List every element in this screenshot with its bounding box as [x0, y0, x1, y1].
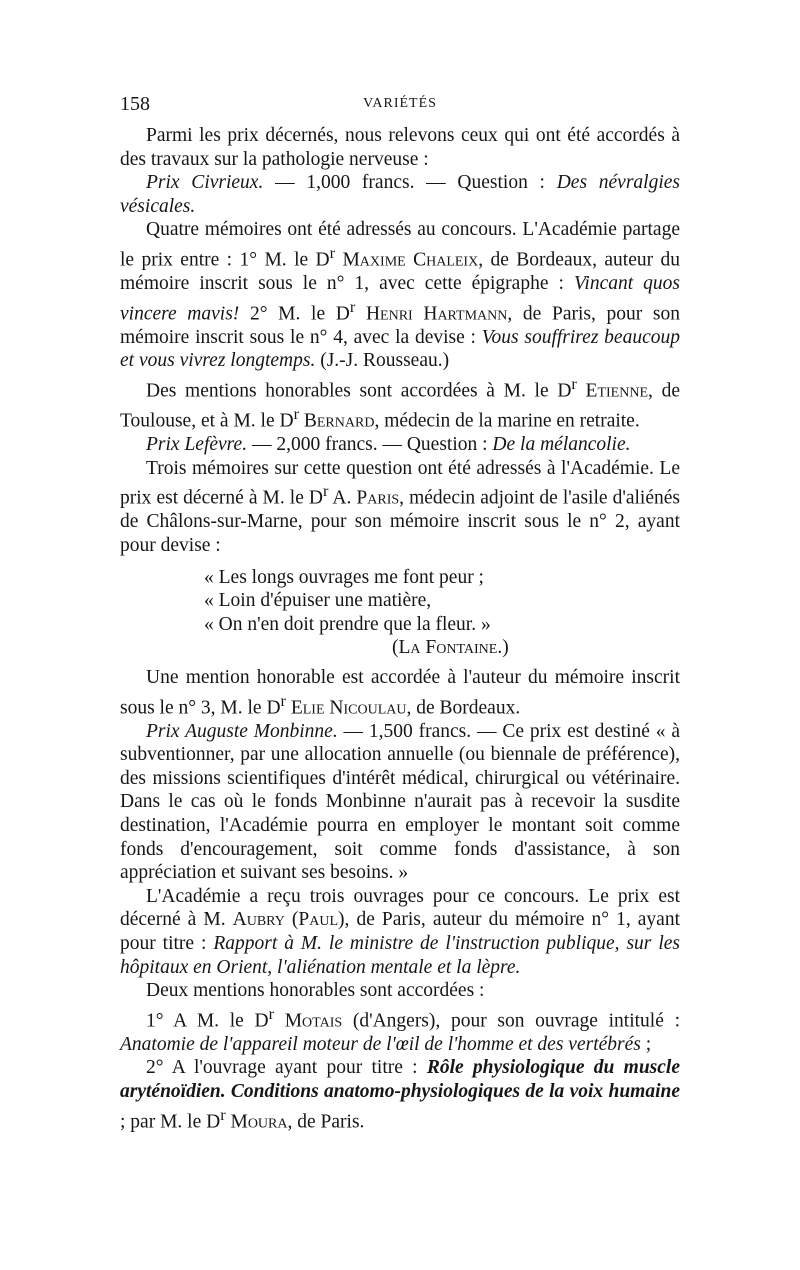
paragraph-prix-civrieux: Prix Civrieux. — 1,000 francs. — Question : Des névralgies vésicales.: [120, 172, 681, 217]
prize-title: Prix Auguste Monbinne.: [146, 720, 338, 742]
page-number: 158: [120, 93, 150, 115]
paragraph-intro: Parmi les prix décernés, nous relevons ceux qui ont été accordés à des travaux sur la pathologie nerveuse :: [120, 125, 680, 170]
person-name: Henri Hartmann: [355, 303, 508, 325]
epigraph: Vincant quos vincere mavis!: [120, 273, 680, 325]
person-name: Moura: [225, 1111, 288, 1133]
prize-question: De la mélancolie.: [492, 434, 631, 456]
paragraph-monbinne-award: L'Académie a reçu trois ouvrages pour ce concours. Le prix est décerné à M. Aubry (Paul), de Paris, auteur du mémoire n° 1, ayant pour titre : Rapport à M. le ministre de l'instruction publique, sur les hôpitaux en Orient, l'aliénation mentale et la lèpre.: [120, 885, 681, 978]
verse-attribution: (La Fontaine.): [392, 637, 509, 659]
work-title: Rôle physiologique du muscle aryténoïdien. Conditions anatomo-physiologiques de la voix humaine: [120, 1057, 680, 1103]
paragraph-civrieux-award: Quatre mémoires ont été adressés au concours. L'Académie partage le prix entre : 1° M. le $D^r$ Maxime Chaleix, de Bordeaux, auteur du mémoire inscrit sous le n° 1, avec cette épigraphe : Vincant quos vincere mavis! 2° M. le $D^r$ Henri Hartmann, de Paris, pour son mémoire inscrit sous le n° 4, avec la devise : Vous souffrirez beaucoup et vous vivrez longtemps. (J.-J. Rousseau.): [120, 219, 681, 372]
prize-title: Prix Lefèvre.: [146, 434, 248, 456]
paragraph-lefevre-award: Trois mémoires sur cette question ont été adressés à l'Académie. Le prix est décerné à M. le $D^r$ A. Paris, médecin adjoint de l'asile d'aliénés de Châlons-sur-Marne, pour son mémoire inscrit sous le n° 2, ayant pour devise :: [120, 457, 680, 556]
paragraph-prix-monbinne: Prix Auguste Monbinne. — 1,500 francs. — Ce prix est destiné « à subventionner, par une allocation annuelle (ou biennale de préférence), des missions scientifiques d'intérêt médical, chirurgical ou vétérinaire. Dans le cas où le fonds Monbinne n'aurait pas à recevoir la susdite destination, l'Académie pourra en employer le montant soit comme fonds d'encouragement, soit comme fonds d'assistance, à son appréciation et suivant ses besoins. »: [120, 720, 680, 884]
prize-question: Des névralgies vésicales.: [120, 172, 681, 217]
verse-line: « Les longs ouvrages me font peur ;: [204, 566, 484, 588]
person-name: Maxime Chaleix: [335, 249, 479, 271]
paragraph-monbinne-mentions: Deux mentions honorables sont accordées :: [146, 980, 485, 1002]
paragraph-prix-lefevre: Prix Lefèvre. — 2,000 francs. — Question : De la mélancolie.: [146, 434, 631, 456]
motto: Vous souffrirez beaucoup et vous vivrez longtemps.: [120, 326, 680, 372]
person-name: Elie Nicoulau: [285, 697, 407, 719]
person-name: Bernard: [298, 410, 375, 432]
verse-quotation: [120, 566, 680, 660]
work-title: Anatomie de l'appareil moteur de l'œil de l'homme et des vertébrés: [120, 1033, 641, 1055]
prize-title: Prix Civrieux.: [146, 172, 264, 194]
paragraph-civrieux-mentions: Des mentions honorables sont accordées à M. le $D^r$ Etienne, de Toulouse, et à M. le $D^r$ Bernard, médecin de la marine en retraite.: [120, 374, 680, 432]
work-title: Rapport à M. le ministre de l'instruction publique, sur les hôpitaux en Orient, l'aliénation mentale et la lèpre.: [120, 933, 680, 978]
person-name: Aubry (Paul): [232, 909, 345, 931]
page-header: [120, 93, 680, 117]
paragraph-lefevre-mention: Une mention honorable est accordée à l'auteur du mémoire inscrit sous le n° 3, M. le $D^r$ Elie Nicoulau, de Bordeaux.: [120, 666, 680, 719]
person-name: Etienne: [576, 380, 648, 402]
page-body: [120, 124, 680, 1134]
person-name: Motais: [274, 1010, 343, 1032]
paragraph-mention-1: 1° A M. le $D^r$ Motais (d'Angers), pour son ouvrage intitulé : Anatomie de l'appareil moteur de l'œil de l'homme et des vertébrés ;: [120, 1004, 680, 1055]
verse-line: « On n'en doit prendre que la fleur. »: [204, 613, 491, 635]
person-name: Paris: [356, 487, 400, 509]
paragraph-mention-2: 2° A l'ouvrage ayant pour titre : Rôle physiologique du muscle aryténoïdien. Conditions anatomo-physiologiques de la voix humaine ; par M. le $D^r$ Moura, de Paris.: [120, 1057, 680, 1133]
verse-line: « Loin d'épuiser une matière,: [204, 590, 432, 612]
running-title: VARIÉTÉS: [363, 96, 437, 111]
